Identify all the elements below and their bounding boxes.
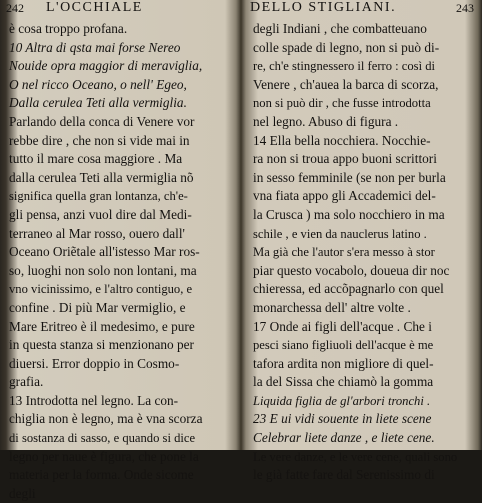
right-running-title: DELLO STIGLIANI. bbox=[250, 0, 397, 15]
text-line: ra non si troua appo buoni scrittori bbox=[253, 151, 437, 167]
text-line: gli pensa, anzi vuol dire dal Medi- bbox=[9, 206, 192, 222]
text-line: re, ch'e stingnessero il ferro : così di bbox=[253, 59, 436, 74]
text-line: colle spade di legno, non si può di- bbox=[253, 39, 440, 55]
text-line: dalla cerulea Teti alla vermiglia nõ bbox=[9, 169, 194, 185]
left-running-head bbox=[6, 0, 238, 18]
text-line: 13 Introdotta nel legno. La con- bbox=[9, 392, 179, 408]
left-page-number: 242 bbox=[6, 1, 24, 15]
text-line: di sostanza di sasso, e quando si dice bbox=[9, 431, 196, 446]
text-line: rebbe dire , che non si vide mai in bbox=[9, 132, 190, 148]
text-line: in questa stanza si menzionano per bbox=[9, 337, 194, 353]
right-page bbox=[244, 0, 476, 483]
text-line: terraneo al Mar rosso, ouero dall' bbox=[9, 225, 185, 241]
text-line: materia per la forma. Onde sicome bbox=[9, 467, 194, 483]
text-line: legno per naue è figura, che pone la bbox=[9, 448, 199, 464]
text-line: pesci siano figliuoli dell'acque è me bbox=[253, 338, 434, 353]
text-line: è cosa troppo profana. bbox=[9, 21, 128, 36]
text-line: Oceano Oriẽtale all'istesso Mar ros- bbox=[9, 244, 200, 260]
text-line: Liquida figlia de gl'arbori tronchi . bbox=[253, 393, 431, 408]
text-line: 17 Onde ai figli dell'acque . Che i bbox=[253, 318, 432, 334]
text-line: 10 Altra di qsta mai forse Nereo bbox=[9, 39, 181, 55]
text-line: tutto il mare cosa maggiore . Ma bbox=[9, 151, 183, 167]
text-line: vno vicinissimo, e l'altro contiguo, e bbox=[9, 282, 193, 297]
text-line: 23 E ui vidi souente in liete scene bbox=[253, 411, 432, 427]
text-line: piar questo vocabolo, doueua dir noc bbox=[253, 262, 450, 278]
text-line: degli bbox=[9, 485, 36, 501]
text-line: Ma già che l'autor s'era messo à stor bbox=[253, 245, 435, 260]
text-line: tafora ardita non migliore di quel- bbox=[253, 355, 434, 371]
text-line: Mare Eritreo è il medesimo, e pure bbox=[9, 318, 195, 334]
text-line: la Crusca ) ma solo nocchiero in ma bbox=[253, 206, 445, 222]
right-page-number: 243 bbox=[456, 1, 474, 15]
left-page bbox=[6, 0, 238, 501]
text-line: Nouide opra maggior di meraviglia, bbox=[9, 58, 203, 74]
text-line: grafia. bbox=[9, 374, 44, 390]
text-line: monarchessa dell' altre volte . bbox=[253, 299, 411, 315]
text-line: Le vere danze, e le vere cene, quali sono bbox=[253, 449, 458, 464]
left-page-text bbox=[6, 20, 238, 503]
text-line: significa quella gran lontanza, ch'e- bbox=[9, 189, 188, 204]
text-line: schile , e vien da nauclerus latino . bbox=[253, 226, 427, 241]
text-line: 14 Ella bella nocchiera. Nocchie- bbox=[253, 132, 431, 148]
text-line: la del Sissa che chiamò la gomma bbox=[253, 374, 434, 390]
text-line: chieressa, ed accõpagnarlo con quel bbox=[253, 281, 444, 297]
text-line: diuersi. Error doppio in Cosmo- bbox=[9, 355, 180, 371]
text-line: degli Indiani , che combatteuano bbox=[253, 21, 427, 36]
text-line: non si può dir , che fusse introdotta bbox=[253, 96, 431, 111]
text-line: so, luoghi non solo non lontani, ma bbox=[9, 262, 197, 278]
text-line: in sesso femminile (se non per burla bbox=[253, 169, 446, 185]
text-line: vna fiata appo gli Accademici del- bbox=[253, 188, 436, 204]
right-running-head bbox=[244, 0, 476, 18]
text-line: nel legno. Abuso di figura . bbox=[253, 113, 399, 129]
text-line: Venere , ch'auea la barca di scorza, bbox=[253, 76, 439, 92]
text-line: chiglia non è legno, ma è vna scorza bbox=[9, 411, 203, 427]
right-page-text bbox=[244, 20, 476, 485]
left-running-title: L'OCCHIALE bbox=[46, 0, 143, 15]
text-line: confine . Di più Mar vermiglio, e bbox=[9, 299, 186, 315]
text-line: O nel ricco Oceano, o nell' Egeo, bbox=[9, 76, 187, 92]
text-line: le già fatte fare dal Serenissimo di bbox=[253, 467, 435, 483]
text-line: Dalla cerulea Teti alla vermiglia. bbox=[9, 95, 187, 111]
text-line: Celebrar liete danze , e liete cene. bbox=[253, 430, 435, 446]
text-line: Parlando della conca di Venere vor bbox=[9, 113, 195, 129]
